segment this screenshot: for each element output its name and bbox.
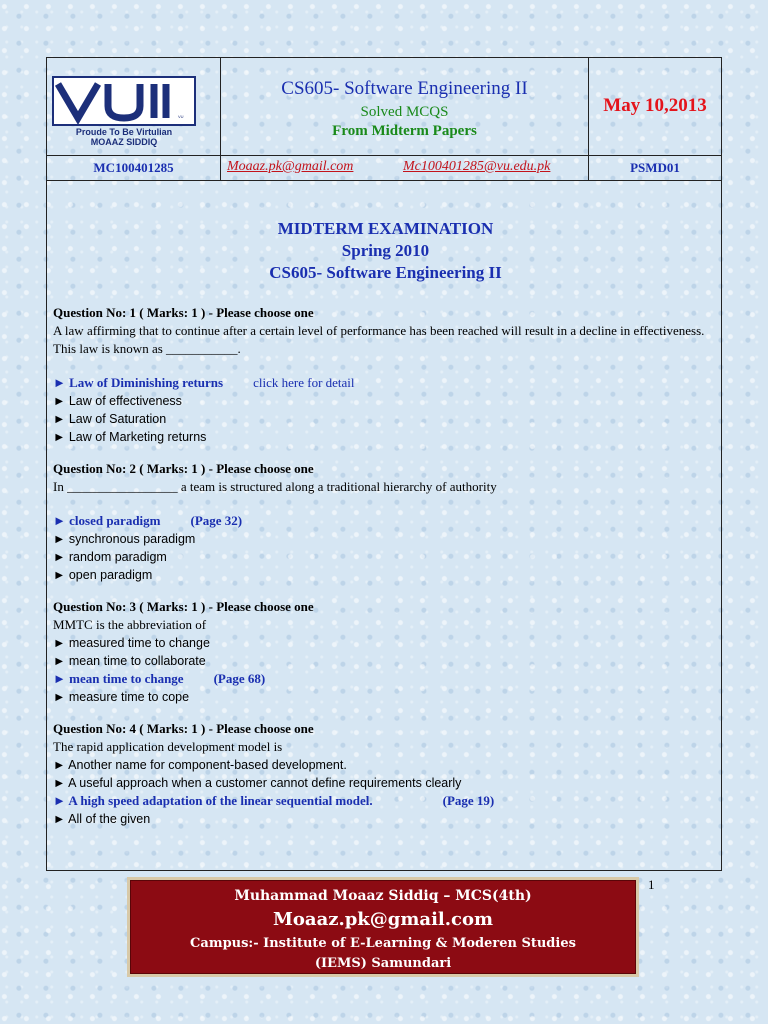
email-cell — [221, 156, 589, 180]
option-text: All of the given — [68, 812, 151, 826]
option: ► mean time to collaborate — [53, 654, 206, 668]
option: ► random paradigm — [53, 550, 167, 564]
id-row — [47, 156, 721, 181]
option: ► synchronous paradigm — [53, 532, 196, 546]
question-heading: Question No: 1 ( Marks: 1 ) - Please choose one — [53, 305, 314, 320]
answer-option: ► Law of Diminishing returns click here for detail — [53, 375, 355, 390]
question-heading: Question No: 3 ( Marks: 1 ) - Please choose one — [53, 599, 314, 614]
vu-logo — [52, 76, 196, 148]
student-id: MC100401285 — [93, 160, 174, 175]
option-text: random paradigm — [68, 550, 167, 564]
logo-name: MOAAZ SIDDIQ — [90, 137, 158, 147]
question-text: MMTC is the abbreviation of — [53, 617, 207, 632]
logo-cell — [47, 58, 221, 155]
question-block — [53, 460, 718, 584]
question-text: The rapid application development model is — [53, 739, 283, 754]
exam-term: Spring 2010 — [341, 241, 430, 260]
exam-title: MIDTERM EXAMINATION — [277, 219, 494, 238]
answer-option: ► mean time to change (Page 68) — [53, 671, 266, 686]
page-reference: (Page 19) — [442, 793, 495, 808]
option: ► Law of effectiveness — [53, 394, 182, 408]
date-cell — [589, 58, 721, 155]
option: ► Law of Saturation — [53, 412, 167, 426]
detail-link[interactable]: click here for detail — [253, 375, 355, 390]
author-footer-banner — [127, 877, 639, 977]
footer-campus-location: (IEMS) Samundari — [314, 956, 452, 971]
student-id-cell — [47, 156, 221, 180]
code-cell — [589, 156, 721, 180]
option-text: mean time to collaborate — [68, 654, 206, 668]
document-frame — [46, 57, 722, 871]
answer-text: closed paradigm — [69, 513, 161, 528]
exam-heading — [53, 218, 718, 284]
subtitle-solved: Solved MCQS — [360, 104, 449, 120]
footer-author: Muhammad Moaaz Siddiq – MCS(4th) — [234, 888, 532, 904]
title-cell — [221, 58, 589, 155]
exam-course: CS605- Software Engineering II — [269, 263, 502, 282]
email-link-vu[interactable]: Mc100401285@vu.edu.pk — [403, 159, 551, 174]
answer-option: ► closed paradigm (Page 32) — [53, 513, 243, 528]
svg-text:VU: VU — [178, 114, 184, 119]
option: ► All of the given — [53, 812, 151, 826]
vu-logo-mark — [52, 76, 196, 126]
page-reference: (Page 32) — [190, 513, 243, 528]
question-block — [53, 598, 718, 706]
email-link-gmail[interactable]: Moaaz.pk@gmail.com — [227, 159, 354, 174]
option-text: Law of Marketing returns — [68, 430, 207, 444]
question-text: A law affirming that to continue after a certain level of performance has been reached will result in a decline in effectiveness. This law is known as ___________. — [53, 323, 705, 356]
option: ► Law of Marketing returns — [53, 430, 207, 444]
header-row — [47, 58, 721, 156]
question-block — [53, 720, 718, 828]
option-text: synchronous paradigm — [68, 532, 196, 546]
question-block — [53, 304, 718, 446]
option: ► measured time to change — [53, 636, 210, 650]
option-text: Law of effectiveness — [68, 394, 182, 408]
answer-text: mean time to change — [69, 671, 184, 686]
option: ► measure time to cope — [53, 690, 190, 704]
exam-content — [53, 218, 718, 828]
option: ► open paradigm — [53, 568, 153, 582]
footer-campus: Campus:- Institute of E-Learning & Moderen Studies — [190, 936, 576, 951]
option: ► A useful approach when a customer cannot define requirements clearly — [53, 776, 462, 790]
document-code: PSMD01 — [630, 160, 680, 175]
option-text: measure time to cope — [68, 690, 190, 704]
option-text: Law of Saturation — [68, 412, 167, 426]
course-title: CS605- Software Engineering II — [281, 78, 528, 99]
question-heading: Question No: 2 ( Marks: 1 ) - Please choose one — [53, 461, 314, 476]
question-heading: Question No: 4 ( Marks: 1 ) - Please choose one — [53, 721, 314, 736]
option-text: measured time to change — [68, 636, 210, 650]
option-text: A useful approach when a customer cannot define requirements clearly — [68, 776, 462, 790]
answer-option: ► A high speed adaptation of the linear sequential model. (Page 19) — [53, 793, 495, 808]
page-number: 1 — [648, 877, 655, 892]
option-text: Another name for component-based development. — [68, 758, 347, 772]
option-text: open paradigm — [68, 568, 153, 582]
footer-email: Moaaz.pk@gmail.com — [272, 909, 494, 930]
answer-text: A high speed adaptation of the linear sequential model. — [68, 793, 373, 808]
answer-text: Law of Diminishing returns — [69, 375, 224, 390]
vu-logo-letters-icon — [54, 78, 194, 124]
logo-tagline: Proude To Be Virtulian — [75, 127, 173, 137]
question-text: In _________________ a team is structured along a traditional hierarchy of authority — [53, 479, 497, 494]
document-date: May 10,2013 — [603, 95, 707, 116]
subtitle-source: From Midterm Papers — [332, 123, 477, 139]
page-reference: (Page 68) — [213, 671, 266, 686]
option: ► Another name for component-based development. — [53, 758, 347, 772]
